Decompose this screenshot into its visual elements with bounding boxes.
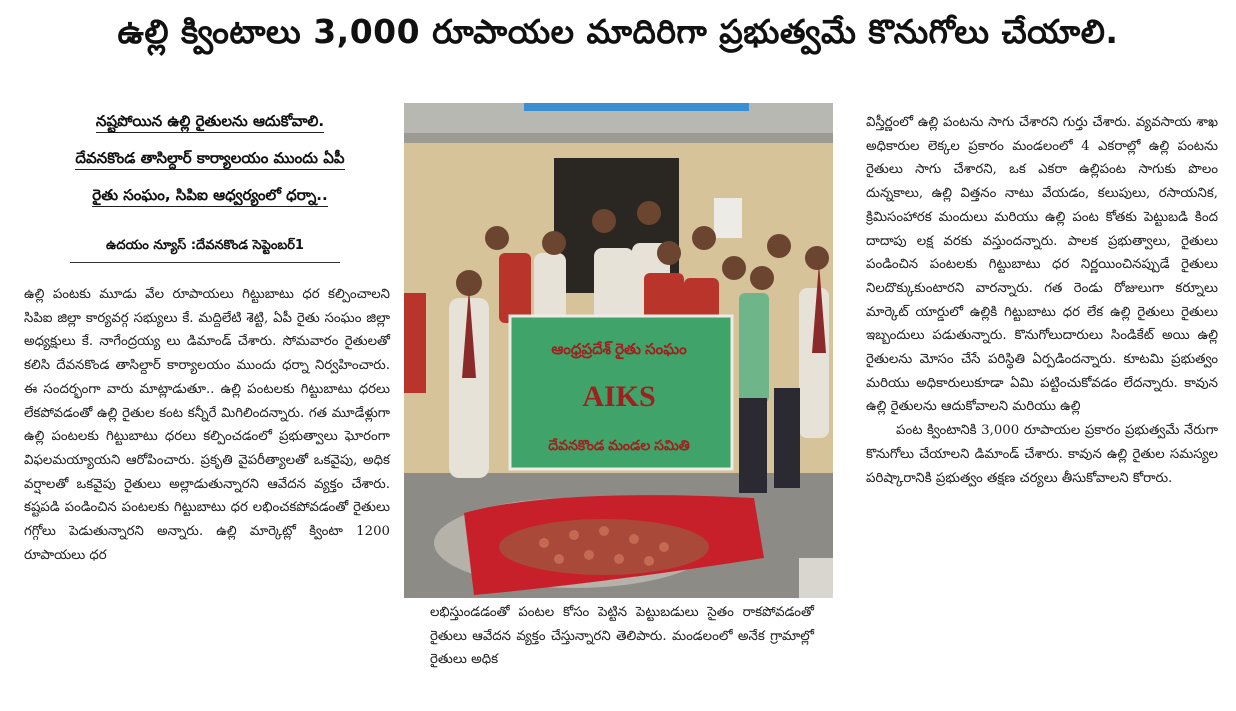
article-paragraph: విస్తీర్ణంలో ఉల్లి పంటను సాగు చేశారని గుర్తు చేశారు. వ్యవసాయ శాఖ అధికారుల లెక్కల ప్రకారం మండలంలో 4 ఎకరాల్లో ఉల్లి పంటను రైతులు సాగు చేశారని, ఒక ఎకరా ఉల్లిపంట సాగుకు పొలం దున్నకాలు, ఉల్లి విత్తనం నాటు వేయడం, కలుపులు, రసాయనిక, క్రిమిసంహారక మందులు మరియు ఉల్లి పంట కోతకు పెట్టుబడి కింద దాదాపు లక్ష వరకు వస్తుందన్నారు. పాలక ప్రభుత్వాలు, రైతులు పండించిన పంటలకు గిట్టుబాటు ధర నిర్ణయించినప్పుడే రైతులు నిలదొక్కుకుంటారని వారన్నారు. గత రెండు రోజులుగా కర్నూలు మార్కెట్ యార్డులో ఉల్లికి గిట్టుబాటు ధర లేక ఉల్లి రైతులు రైతులు ఇబ్బందులు పడుతున్నారు. కొనుగోలుదారులు సిండికేట్ అయి ఉల్లి రైతులను మోసం చేసే పరిస్థితి ఏర్పడిందన్నారు. కూటమి ప్రభుత్వం మరియు అధికారులుకూడా ఏమి పట్టించుకోవడం లేదన్నారు. కావున ఉల్లి రైతులను ఆదుకోవాలని మరియు ఉల్లి — [866, 115, 1218, 415]
article-paragraph: లభిస్తుండడంతో పంటల కోసం పెట్టిన పెట్టుబడులు సైతం రాకపోవడంతో రైతులు ఆవేదన వ్యక్తం చేస్తున్నారని తెలిపారు. మండలంలో అనేక గ్రామాల్లో రైతులు అధిక — [430, 605, 814, 668]
news-photo — [404, 103, 833, 598]
subheading-2: దేవనకొండ తాసిల్దార్ కార్యాలయం ముందు ఏపీ — [30, 149, 390, 171]
banner-line-3: దేవనకొండ మండల సమితి — [548, 437, 690, 453]
article-column-3 — [866, 111, 1218, 490]
article-column-1 — [24, 283, 390, 567]
article-paragraph: ఉల్లి పంటకు మూడు వేల రూపాయలు గిట్టుబాటు ధర కల్పించాలని సిపిఐ జిల్లా కార్యవర్గ సభ్యులు కే. మద్దిలేటి శెట్టి, ఏపీ రైతు సంఘం జిల్లా అధ్యక్షులు కే. నాగేంద్రయ్య లు డిమాండ్ చేశారు. సోమవారం రైతులతో కలిసి దేవనకొండ తాసిల్దార్ కార్యాలయం ముందు ధర్నా నిర్వహించారు. ఈ సందర్భంగా వారు మాట్లాడుతూ.. ఉల్లి పంటలకు గిట్టుబాటు ధరలు లేకపోవడంతో ఉల్లి రైతుల కంట కన్నీరే మిగిలిందన్నారు. గత మూడేళ్లుగా ఉల్లి పంటలకు గిట్టుబాటు ధరలు కల్పించడంలో ప్రభుత్వాలు ఘోరంగా విఫలమయ్యాయని ఆరోపించారు. ప్రకృతి వైపరీత్యాలతో ఒకవైపు, అధిక వర్షాలతో ఒకవైపు రైతులు అల్లాడుతున్నారని ఆవేదన వ్యక్తం చేశారు. కష్టపడి పండించిన పంటలకు గిట్టుబాటు ధర లభించకపోవడంతో రైతులు గగ్గోలు పెడుతున్నారని అన్నారు. ఉల్లి మార్కెట్లో క్వింటా 1200 రూపాయలు ధర — [24, 287, 390, 563]
banner-aiks: AIKS — [582, 380, 656, 413]
banner-line-1: ఆంధ్రప్రదేశ్ రైతు సంఘం — [551, 341, 687, 358]
article-paragraph: పంట క్వింటానికి 3,000 రూపాయల ప్రకారం ప్రభుత్వమే నేరుగా కొనుగోలు చేయాలని డిమాండ్ చేశారు. కావున ఉల్లి రైతుల సమస్యల పరిష్కారానికి ప్రభుత్వం తక్షణ చర్యలు తీసుకోవాలని కోరారు. — [866, 423, 1218, 486]
subheading-1: నష్టపోయిన ఉల్లి రైతులను ఆదుకోవాలి. — [30, 112, 390, 134]
dateline: ఉదయం న్యూస్ :దేవనకొండ సెప్టెంబర్1 — [70, 238, 340, 263]
article-column-2 — [430, 601, 814, 672]
subheading-3: రైతు సంఘం, సిపిఐ ఆధ్వర్యంలో ధర్నా.. — [30, 186, 390, 208]
headline: ఉల్లి క్వింటాలు 3,000 రూపాయల మాదిరిగా ప్రభుత్వమే కొనుగోలు చేయాలి. — [117, 12, 1119, 51]
